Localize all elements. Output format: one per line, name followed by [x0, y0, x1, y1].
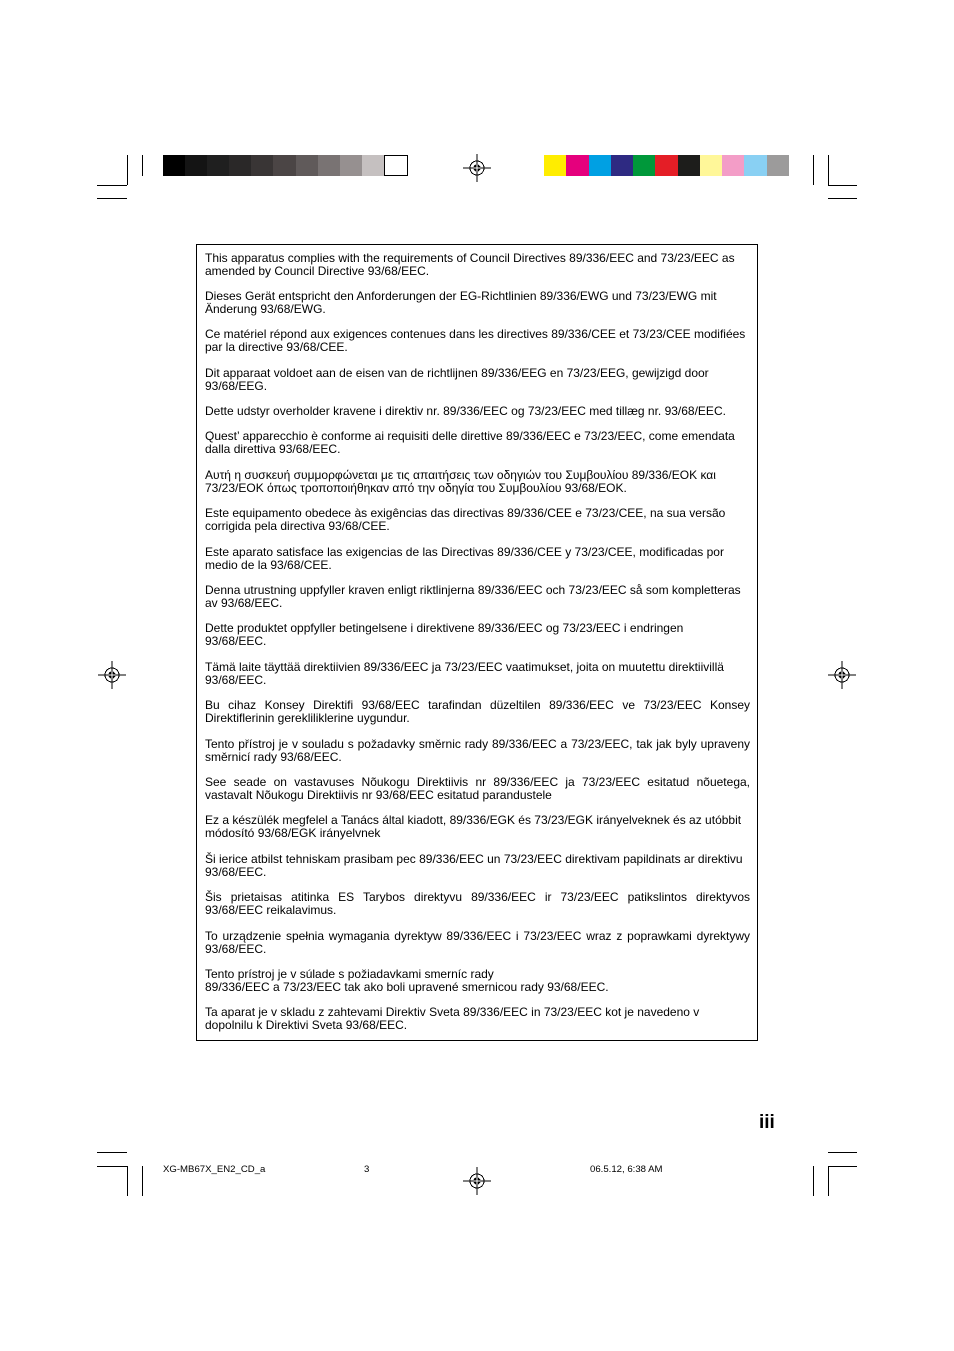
statement-line: Αυτή η συσκευή συμμορφώνεται με τις απαιτήσεις των οδηγιών του Συμβουλίου 89/336/ΕΟΚ και: [205, 467, 716, 482]
statement-line: See seade on vastavuses Nõukogu Direktiivis nr 89/336/EEC ja 73/23/EEC esitatud nõuetega,: [205, 774, 750, 789]
statement-sk: [205, 968, 750, 994]
statement-no: [205, 622, 750, 648]
statement-line: dalla direttiva 93/68/EEC.: [205, 442, 341, 457]
statement-pt: [205, 507, 750, 533]
color-swatch: [678, 155, 700, 176]
statement-lv: [205, 853, 750, 879]
compliance-statements-box: [196, 244, 758, 1041]
color-swatch: [229, 155, 251, 176]
statement-line: Este aparato satisface las exigencias de las Directivas 89/336/CEE y 73/23/CEE, modificadas por: [205, 544, 724, 559]
statement-line: Änderung 93/68/EWG.: [205, 301, 326, 316]
registration-mark-right: [828, 661, 856, 689]
statement-line: Ce matériel répond aux exigences contenues dans les directives 89/336/CEE et 73/23/CEE modifiées: [205, 327, 746, 342]
statement-line: dopolnilu k Direktivi Sveta 93/68/EEC.: [205, 1018, 408, 1033]
statement-line: Ta aparat je v skladu z zahtevami Direktiv Sveta 89/336/EEC in 73/23/EEC kot je navedeno v: [205, 1005, 700, 1020]
color-swatch: [767, 155, 789, 176]
statement-line: Direktiflerinin gerekliliklerine uygundur.: [205, 711, 410, 726]
statement-el: [205, 469, 750, 495]
statement-line: av 93/68/EEC.: [205, 596, 283, 611]
statement-line: módosító 93/68/EGK irányelvnek: [205, 826, 381, 841]
color-swatch: [340, 155, 362, 176]
statement-da: [205, 405, 750, 418]
color-swatch: [633, 155, 655, 176]
statement-pl: [205, 930, 750, 956]
color-swatch: [384, 155, 408, 176]
statement-line: Tento prístroj je v súlade s požiadavkami smerníc rady: [205, 966, 494, 981]
statement-en: [205, 252, 750, 278]
color-swatch: [589, 155, 611, 176]
color-swatch: [296, 155, 318, 176]
color-swatch: [362, 155, 384, 176]
statement-de: [205, 290, 750, 316]
color-swatch: [273, 155, 295, 176]
color-swatch: [722, 155, 744, 176]
statement-line: Dit apparaat voldoet aan de eisen van de richtlijnen 89/336/EEG en 73/23/EEG, gewijzigd door: [205, 365, 709, 380]
statement-lt: [205, 891, 750, 917]
color-swatch: [318, 155, 340, 176]
statement-line: This apparatus complies with the requirements of Council Directives 89/336/EEC and 73/23/EEC as: [205, 250, 735, 265]
statement-hu: [205, 814, 750, 840]
registration-mark-top: [463, 154, 491, 182]
footer-timestamp: 06.5.12, 6:38 AM: [590, 1164, 663, 1175]
color-swatch: [163, 155, 185, 176]
statement-line: Ši ierice atbilst tehniskam prasibam pec 89/336/EEC un 73/23/EEC direktivam papildinats ar direktivu: [205, 851, 743, 866]
statement-line: par la directive 93/68/CEE.: [205, 340, 348, 355]
statement-line: Dette produktet oppfyller betingelsene i direktivene 89/336/EEC og 73/23/EEC i endringen: [205, 621, 684, 636]
statement-sv: [205, 584, 750, 610]
statement-it: [205, 430, 750, 456]
statement-es: [205, 546, 750, 572]
page-number: iii: [759, 1112, 775, 1133]
statement-line: corrigida pela directiva 93/68/CEE.: [205, 519, 390, 534]
statement-line: Bu cihaz Konsey Direktifi 93/68/EEC tarafindan düzeltilen 89/336/EEC ve 73/23/EEC Konsey: [205, 698, 750, 713]
statement-line: To urządzenie spełnia wymagania dyrektyw 89/336/EEC i 73/23/EEC wraz z poprawkami dyrektywy: [205, 928, 750, 943]
color-swatch: [566, 155, 588, 176]
statement-line: Denna utrustning uppfyller kraven enligt riktlinjerna 89/336/EEC och 73/23/EEC så som kompletteras: [205, 583, 741, 598]
statement-line: Ez a készülék megfelel a Tanács által kiadott, 89/336/EGK és 73/23/EGK irányelveknek és az utóbbit: [205, 813, 742, 828]
statement-line: směrnicí rady 93/68/EEC.: [205, 749, 342, 764]
color-swatch: [251, 155, 273, 176]
statement-line: Dieses Gerät entspricht den Anforderungen der EG-Richtlinien 89/336/EWG und 73/23/EWG mit: [205, 288, 717, 303]
statement-line: Šis prietaisas atitinka ES Tarybos direktyvu 89/336/EEC ir 73/23/EEC patikslintos direktyvos: [205, 890, 750, 905]
statement-cs: [205, 738, 750, 764]
process-color-bar: [544, 155, 789, 176]
statement-line: 89/336/EEC a 73/23/EEC tak ako boli upravené smernicou rady 93/68/EEC.: [205, 979, 609, 994]
statement-tr: [205, 699, 750, 725]
color-swatch: [611, 155, 633, 176]
statement-line: Este equipamento obedece às exigências das directivas 89/336/CEE e 73/23/CEE, na sua versão: [205, 506, 726, 521]
statement-line: amended by Council Directive 93/68/EEC.: [205, 263, 430, 278]
statement-line: 93/68/EEC reikalavimus.: [205, 903, 337, 918]
statement-line: Dette udstyr overholder kravene i direktiv nr. 89/336/EEC og 73/23/EEC med tillæg nr. 93/68/EEC.: [205, 404, 726, 419]
statement-line: 93/68/EEG.: [205, 378, 268, 393]
color-swatch: [185, 155, 207, 176]
statement-nl: [205, 367, 750, 393]
grayscale-color-bar: [163, 155, 408, 176]
footer-page: 3: [364, 1164, 370, 1175]
statement-line: medio de la 93/68/CEE.: [205, 557, 332, 572]
statement-line: vastavalt Nõukogu Direktiivis nr 93/68/EEC esitatud parandustele: [205, 787, 552, 802]
color-swatch: [207, 155, 229, 176]
statement-line: Tento přístroj je v souladu s požadavky směrnic rady 89/336/EEC a 73/23/EEC, tak jak byly upraveny: [205, 736, 750, 751]
color-swatch: [700, 155, 722, 176]
color-swatch: [655, 155, 677, 176]
statement-fr: [205, 328, 750, 354]
statement-line: Tämä laite täyttää direktiivien 89/336/EEC ja 73/23/EEC vaatimukset, joita on muutettu direktiivillä: [205, 659, 724, 674]
statement-line: 93/68/EEC.: [205, 941, 267, 956]
color-swatch: [544, 155, 566, 176]
statement-line: 93/68/EEC.: [205, 634, 267, 649]
statement-fi: [205, 661, 750, 687]
footer-file-name: XG-MB67X_EN2_CD_a: [163, 1164, 266, 1175]
statement-sl: [205, 1006, 750, 1032]
statement-line: 93/68/EEC.: [205, 864, 267, 879]
statement-line: 93/68/EEC.: [205, 672, 267, 687]
statement-line: Quest’ apparecchio è conforme ai requisiti delle direttive 89/336/EEC e 73/23/EEC, come emendata: [205, 429, 735, 444]
statement-et: [205, 776, 750, 802]
statement-line: 73/23/ΕΟΚ όπως τροποποιήθηκαν από την οδηγία του Συμβουλίου 93/68/ΕΟΚ.: [205, 480, 627, 495]
color-swatch: [744, 155, 766, 176]
registration-mark-left: [98, 661, 126, 689]
registration-mark-bottom: [463, 1167, 491, 1195]
